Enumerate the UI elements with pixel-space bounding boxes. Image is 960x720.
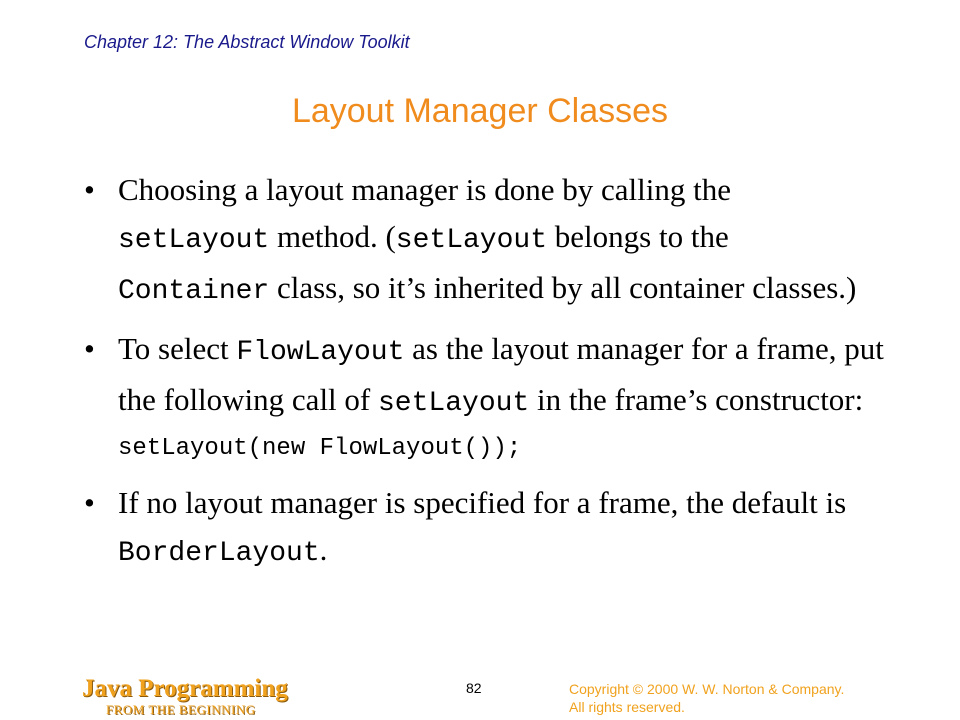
- bullet-text: class, so it’s inherited by all container classes.): [269, 270, 857, 305]
- code-inline: setLayout: [118, 225, 270, 256]
- copyright-line-1: Copyright © 2000 W. W. Norton & Company.: [569, 681, 845, 697]
- bullet-item-2: [84, 325, 884, 427]
- bullet-text: belongs to the: [547, 219, 729, 254]
- brand-title: Java Programming: [82, 675, 288, 702]
- bullet-text: To select: [118, 331, 237, 366]
- slide-title: Layout Manager Classes: [291, 92, 669, 130]
- code-inline: setLayout: [378, 388, 530, 419]
- bullet-text: in the frame’s constructor:: [529, 382, 864, 417]
- code-inline: setLayout: [395, 225, 548, 256]
- bullet-dot: •: [84, 172, 95, 207]
- copyright-notice: [569, 680, 844, 716]
- bullet-text: method. (: [269, 219, 396, 254]
- bullet-dot: •: [84, 485, 95, 520]
- bullet-text: Choosing a layout manager is done by calling the: [118, 172, 731, 207]
- bullet-text: as the layout manager for a frame, put the following call of: [118, 331, 884, 417]
- bullet-item-1: [84, 166, 884, 315]
- code-inline: BorderLayout: [118, 538, 320, 569]
- page-number: 82: [466, 680, 482, 696]
- bullet-text: .: [319, 532, 328, 567]
- brand-subtitle: FROM THE BEGINNING: [106, 702, 256, 717]
- code-sample: setLayout(new FlowLayout());: [118, 435, 522, 462]
- bullet-list: [84, 166, 884, 577]
- copyright-line-2: All rights reserved.: [569, 699, 685, 715]
- bullet-dot: •: [84, 331, 95, 366]
- bullet-item-3: [84, 479, 884, 577]
- code-inline: Container: [118, 276, 270, 307]
- brand-logo: [82, 676, 288, 718]
- chapter-header: Chapter 12: The Abstract Window Toolkit: [84, 32, 410, 52]
- bullet-text: If no layout manager is specified for a frame, the default is: [118, 485, 847, 520]
- code-inline: FlowLayout: [236, 337, 405, 368]
